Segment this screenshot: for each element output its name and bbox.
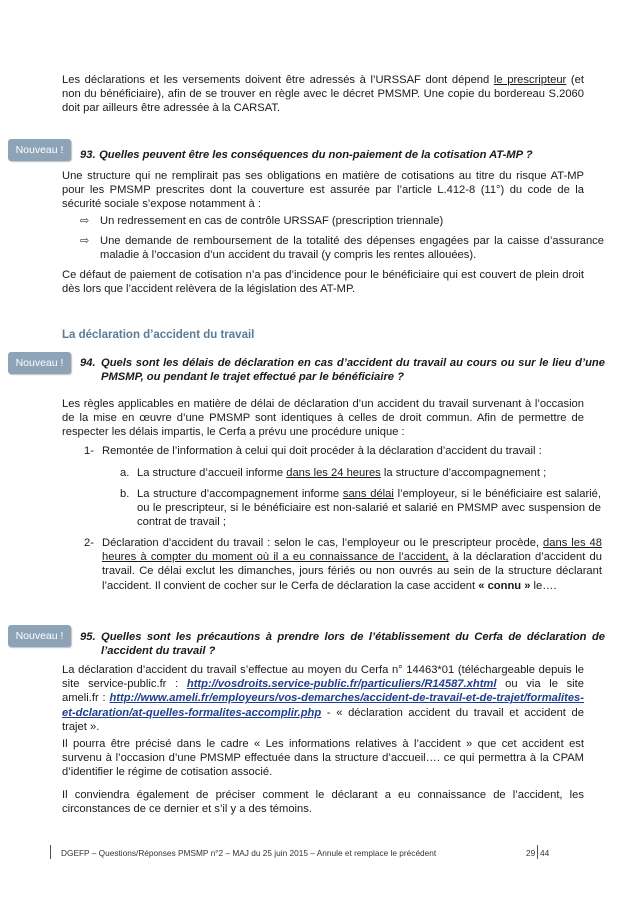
intro-text-end: (et non du bénéficiaire), afin de se trouver en règle avec le décret PMSMP. Une copie du bordereau S.2060 doit par ailleurs être adressée à la CARSAT. xyxy=(62,74,584,115)
q93-paragraph-1: Une structure qui ne remplirait pas ses obligations en matière de cotisations au titre du risque AT-MP pour les PMSMP prescrites dont la couverture est assurée par l’article L.412-8 (11°) du code de la sécurité sociale s’expose notamment à : xyxy=(62,170,584,211)
q93-bullet-2: ⇨ Une demande de remboursement de la totalité des dépenses engagées par la caisse d’assurance maladie à l’occasion d’un accident du travail (y compris les rentes allouées). xyxy=(80,235,604,262)
service-public-link[interactable]: http://vosdroits.service-public.fr/particuliers/R14587.xhtml xyxy=(186,678,497,691)
question-93-title: 93. Quelles peuvent être les conséquences du non-paiement de la cotisation AT-MP ? xyxy=(80,149,533,161)
footer-text: DGEFP – Questions/Réponses PMSMP n°2 – MAJ du 25 juin 2015 – Annule et remplace le précédent xyxy=(61,848,437,858)
q94-subitem-b: b. La structure d’accompagnement informe sans délai l’employeur, si le bénéficiaire est salarié, ou le prescripteur, si le bénéficiaire est non-salarié et salarié en PMSMP avec suspension de contrat de travail ; xyxy=(120,488,601,529)
page-number: 29 xyxy=(526,848,536,858)
footer-divider xyxy=(50,845,51,859)
new-badge: Nouveau ! xyxy=(8,625,71,647)
page-total: 44 xyxy=(540,848,550,858)
new-badge: Nouveau ! xyxy=(8,352,71,374)
arrow-right-icon: ⇨ xyxy=(80,235,90,247)
intro-paragraph xyxy=(62,73,584,116)
q95-paragraph-1: La déclaration d’accident du travail s’effectue au moyen du Cerfa n° 14463*01 (téléchargeable depuis le site service-public.fr : http://vosdroits.service-public.fr/particuliers/R14587.xhtml ou via le site ameli.fr : http://www.ameli.fr/employeurs/vos-demarches/accident-de-travail-et-de-trajet/formalites-et-dclaration/at-quelles-formalites-accomplir.php - « déclaration accident du travail et accident de trajet ». xyxy=(62,664,585,733)
question-95-title: 95. Quelles sont les précautions à prendre lors de l’établissement du Cerfa de déclaration de l’accident du travail ? xyxy=(80,631,605,658)
intro-underlined: le prescripteur xyxy=(493,74,567,86)
q93-paragraph-2: Ce défaut de paiement de cotisation n’a pas d’incidence pour le bénéficiaire qui est couvert de plein droit dès lors que l’accident relèvera de la législation des AT-MP. xyxy=(62,269,584,296)
q94-subitem-a: a. La structure d’accueil informe dans les 24 heures la structure d’accompagnement ; xyxy=(120,467,547,479)
new-badge: Nouveau ! xyxy=(8,139,71,161)
intro-text: Les déclarations et les versements doivent être adressés à l’URSSAF dont dépend xyxy=(62,74,494,86)
ameli-link[interactable]: http://www.ameli.fr/employeurs/vos-demarches/accident-de-travail-et-de-trajet/formalites-et-dclaration/at-quelles-formalites-accomplir.php xyxy=(62,692,584,719)
question-94-title: 94. Quels sont les délais de déclaration en cas d’accident du travail au cours ou sur le lieu d’une PMSMP, ou pendant le trajet effectué par le bénéficiaire ? xyxy=(80,357,605,384)
q94-item-2: 2- Déclaration d’accident du travail : selon le cas, l’employeur ou le prescripteur procède, dans les 48 heures à compter du moment où il a eu connaissance de l’accident, à la déclaration d’accident du travail. Ce délai exclut les dimanches, jours fériés ou non ouvrés au sein de la structure déclarant l’accident. Il convient de cocher sur le Cerfa de déclaration la case accident « connu » le…. xyxy=(84,537,603,592)
q94-paragraph-1: Les règles applicables en matière de délai de déclaration d’un accident du travail survenant à l’occasion de la mise en œuvre d’une PMSMP sont identiques à celles de droit commun. Afin de permettre de respecter les délais impartis, le Cerfa a prévu une procédure unique : xyxy=(62,398,584,439)
page-footer xyxy=(50,846,590,858)
q95-paragraph-2: Il pourra être précisé dans le cadre « Les informations relatives à l’accident » que cet accident est survenu à l’occasion d’une PMSMP effectuée dans la structure d’accueil…. ce qui permettra à la CPAM d’identifier le régime de cotisation associé. xyxy=(62,738,584,779)
q95-paragraph-3: Il conviendra également de préciser comment le déclarant a eu connaissance de l’accident, les circonstances de ce dernier et s’il y a des témoins. xyxy=(62,789,584,816)
q94-item-1: 1- Remontée de l’information à celui qui doit procéder à la déclaration d’accident du travail : xyxy=(84,445,542,457)
page-number-divider xyxy=(537,845,538,859)
section-title: La déclaration d’accident du travail xyxy=(62,329,255,341)
q93-bullet-1: ⇨ Un redressement en cas de contrôle URSSAF (prescription triennale) xyxy=(80,215,444,227)
arrow-right-icon: ⇨ xyxy=(80,215,90,227)
